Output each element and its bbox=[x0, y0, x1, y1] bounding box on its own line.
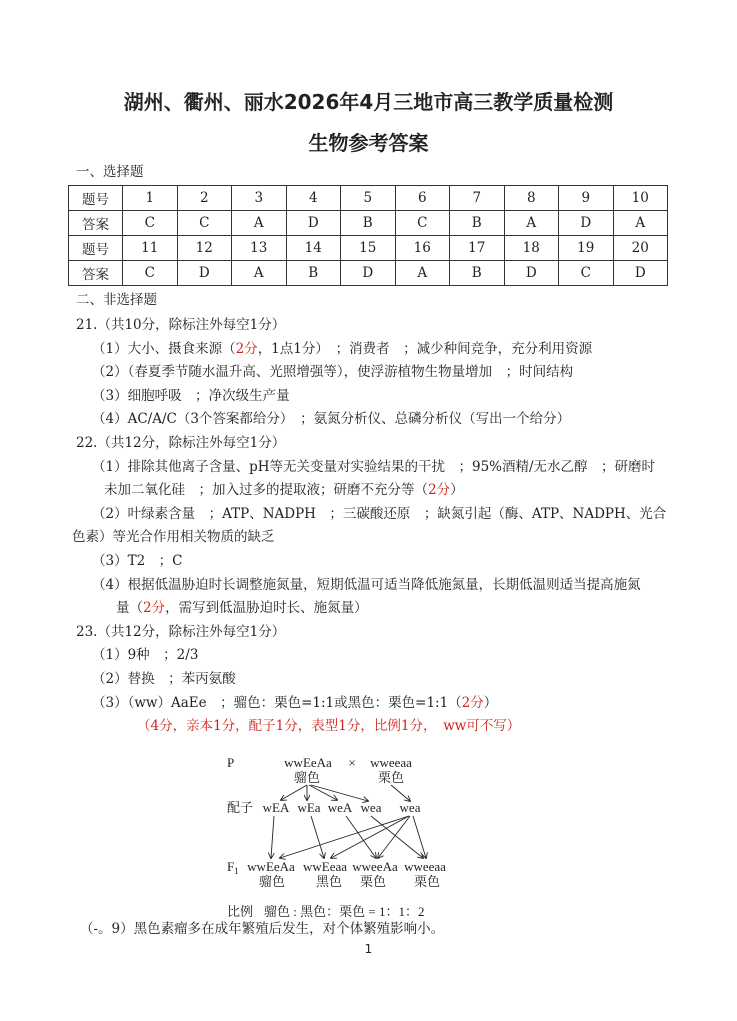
answer-text: ） bbox=[483, 694, 498, 711]
table-cell: 9 bbox=[559, 186, 614, 211]
gamete: wEa bbox=[297, 800, 321, 815]
answer-text: （2）叶绿素含量 ；ATP、NADPH ；三碳酸还原 ；缺氮引起（酶、ATP、NADPH、光合 bbox=[92, 505, 667, 522]
table-cell: A bbox=[395, 261, 450, 286]
table-cell: 8 bbox=[504, 186, 559, 211]
table-cell: 12 bbox=[177, 236, 232, 261]
answer-text: 22.（共12分，除标注外每空1分） bbox=[76, 435, 286, 451]
table-cell: C bbox=[123, 211, 178, 236]
table-cell: 4 bbox=[286, 186, 341, 211]
document-title: 湖州、衢州、丽水2026年4月三地市高三教学质量检测 bbox=[123, 90, 614, 114]
table-cell: D bbox=[613, 261, 668, 286]
answer-text: 21.（共10分，除标注外每空1分） bbox=[76, 317, 286, 333]
offspring-genotype: wwEeAa bbox=[247, 859, 295, 874]
gamete: wea bbox=[399, 800, 421, 815]
table-cell: 14 bbox=[286, 236, 341, 261]
offspring-genotype: wweeaa bbox=[404, 859, 446, 874]
answer-text: （3）细胞呼吸 ；净次级生产量 bbox=[92, 387, 290, 404]
gamete: wea bbox=[360, 800, 382, 815]
table-cell: 3 bbox=[232, 186, 287, 211]
answer-text: （1）大小、摄食来源（ bbox=[92, 340, 236, 357]
table-cell: A bbox=[232, 261, 287, 286]
offspring-phenotype: 栗色 bbox=[413, 874, 441, 889]
gamete: weA bbox=[327, 800, 353, 815]
section-heading-choice: 一、选择题 bbox=[76, 164, 144, 180]
table-cell: D bbox=[504, 261, 559, 286]
table-cell: A bbox=[504, 211, 559, 236]
ratio-value: 骝色 : 黑色：栗色 = 1：1：2 bbox=[264, 904, 425, 919]
page-number: 1 bbox=[364, 942, 373, 956]
row-header: 答案 bbox=[69, 211, 123, 236]
answer-text: （3）T2 ；C bbox=[92, 553, 183, 569]
table-cell: C bbox=[177, 211, 232, 236]
answer-text: （2）替换 ；苯丙氨酸 bbox=[92, 671, 236, 687]
gamete-label: 配子 bbox=[227, 800, 254, 815]
table-cell: 18 bbox=[504, 236, 559, 261]
p-label: P bbox=[227, 755, 235, 770]
answer-text: 色素）等光合作用相关物质的缺乏 bbox=[72, 529, 275, 546]
score-note: （4分，亲本1分，配子1分，表型1分，比例1分， ww可不写） bbox=[137, 718, 521, 735]
table-cell: D bbox=[341, 261, 396, 286]
table-cell: 17 bbox=[450, 236, 505, 261]
table-cell: 19 bbox=[559, 236, 614, 261]
table-cell: A bbox=[232, 211, 287, 236]
table-cell: B bbox=[450, 211, 505, 236]
parent1-genotype: wwEeAa bbox=[284, 755, 332, 770]
offspring-genotype: wwEeaa bbox=[302, 859, 348, 874]
cross-symbol: × bbox=[348, 755, 356, 770]
table-cell: D bbox=[177, 261, 232, 286]
answer-text: 量（ bbox=[116, 600, 143, 617]
table-cell: 7 bbox=[450, 186, 505, 211]
offspring-phenotype: 黑色 bbox=[315, 874, 343, 889]
cross-arrows bbox=[271, 785, 426, 858]
table-cell: D bbox=[286, 211, 341, 236]
score-note: 2分 bbox=[428, 482, 451, 499]
answer-text: ，1点1分） ；消费者 ；减少种间竞争，充分利用资源 bbox=[257, 340, 593, 357]
f1-label: $F_1$ bbox=[227, 859, 239, 876]
ratio-label: 比例 bbox=[227, 904, 254, 919]
table-cell: C bbox=[395, 211, 450, 236]
gamete: wEA bbox=[262, 800, 290, 815]
row-header: 题号 bbox=[69, 186, 123, 211]
table-cell: 2 bbox=[177, 186, 232, 211]
table-cell: D bbox=[559, 211, 614, 236]
table-cell: B bbox=[286, 261, 341, 286]
score-note: 2分 bbox=[461, 694, 484, 711]
offspring-genotype: wweeAa bbox=[352, 859, 398, 874]
parent2-genotype: wweeaa bbox=[370, 755, 412, 770]
answer-text: ） bbox=[450, 482, 464, 499]
answer-text: （4）根据低温胁迫时长调整施氮量，短期低温可适当降低施氮量，长期低温则适当提高施氮 bbox=[92, 576, 641, 593]
table-cell: B bbox=[341, 211, 396, 236]
table-cell: A bbox=[613, 211, 668, 236]
score-note: 2分 bbox=[143, 600, 166, 617]
table-cell: C bbox=[123, 261, 178, 286]
answer-text: （1）9种 ；2/3 bbox=[92, 647, 199, 664]
table-cell: 11 bbox=[123, 236, 178, 261]
table-cell: 5 bbox=[341, 186, 396, 211]
table-cell: 15 bbox=[341, 236, 396, 261]
table-cell: 13 bbox=[232, 236, 287, 261]
answer-text: 未加二氧化硅 ；加入过多的提取液；研磨不充分等（ bbox=[104, 482, 428, 499]
table-cell: C bbox=[559, 261, 614, 286]
section-heading-nonchoice: 二、非选择题 bbox=[76, 292, 157, 308]
table-cell: 16 bbox=[395, 236, 450, 261]
row-header: 答案 bbox=[69, 261, 123, 286]
parent2-phenotype: 栗色 bbox=[377, 770, 405, 785]
table-cell: 6 bbox=[395, 186, 450, 211]
table-cell: 10 bbox=[613, 186, 668, 211]
parent1-phenotype: 骝色 bbox=[293, 770, 321, 785]
row-header: 题号 bbox=[69, 236, 123, 261]
table-cell: 20 bbox=[613, 236, 668, 261]
document-subtitle: 生物参考答案 bbox=[308, 131, 429, 155]
answer-text: ，需写到低温胁迫时长、施氮量） bbox=[165, 600, 368, 617]
offspring-phenotype: 骝色 bbox=[258, 874, 286, 889]
answer-text: （1）排除其他离子含量、pH等无关变量对实验结果的干扰 ；95%酒精/无水乙醇 ；研磨时 bbox=[92, 458, 656, 475]
table-cell: B bbox=[450, 261, 505, 286]
final-answer-line: （-。9）黑色素瘤多在成年繁殖后发生，对个体繁殖影响小。 bbox=[80, 921, 445, 937]
answer-text: 23.（共12分，除标注外每空1分） bbox=[76, 623, 286, 640]
answer-text: （3）（ww）AaEe ；骝色：栗色=1:1或黑色：栗色=1:1（ bbox=[92, 694, 462, 711]
score-note: 2分 bbox=[235, 340, 258, 357]
answer-text: （2）（春夏季节随水温升高、光照增强等），使浮游植物生物量增加 ；时间结构 bbox=[92, 364, 574, 381]
offspring-phenotype: 栗色 bbox=[359, 874, 387, 889]
answer-text: （4）AC/A/C（3个答案都给分） ；氨氮分析仪、总磷分析仪（写出一个给分） bbox=[92, 411, 571, 428]
table-cell: 1 bbox=[123, 186, 178, 211]
